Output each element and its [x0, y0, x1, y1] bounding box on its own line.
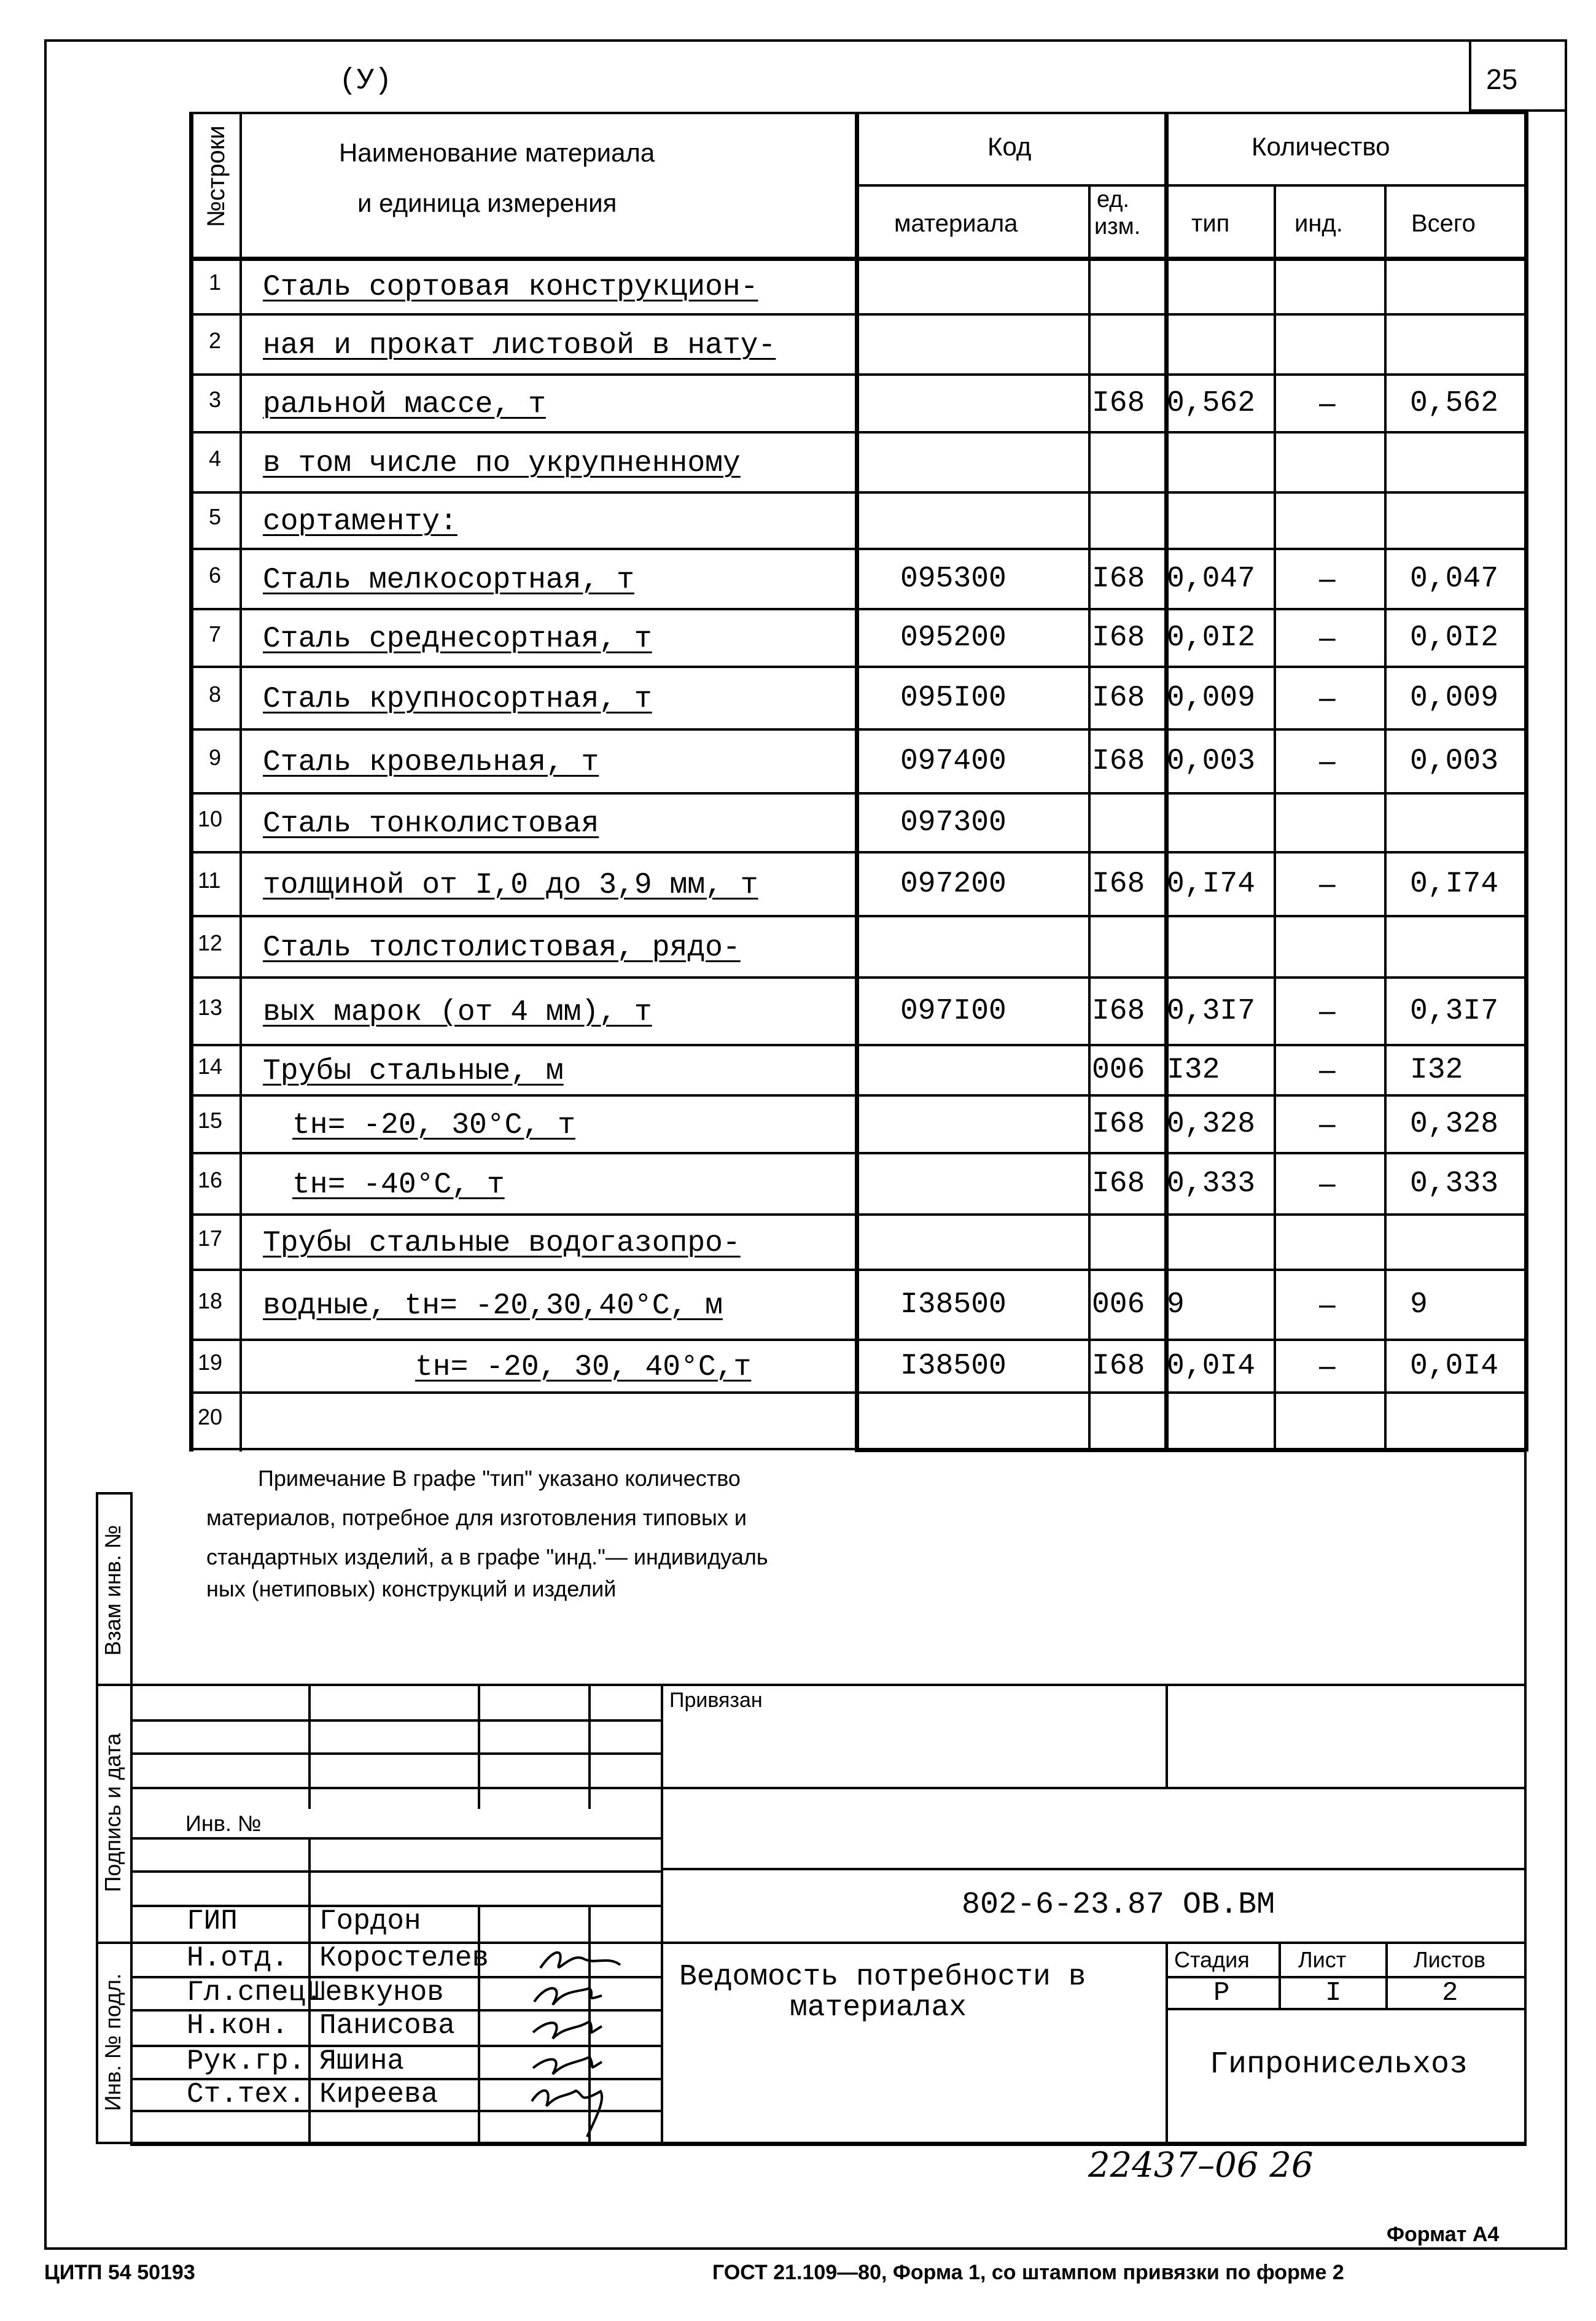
type-header: тип	[1191, 210, 1230, 237]
type-quantity: 0,003	[1167, 745, 1256, 778]
material-name: ная и прокат листовой в нату-	[263, 329, 776, 362]
sheets-label: Листов	[1414, 1947, 1485, 1972]
grid-h-2	[130, 1752, 661, 1755]
material-code: I38500	[900, 1288, 1006, 1321]
material-code: 097200	[900, 868, 1006, 901]
material-name: Сталь мелкосортная, т	[263, 564, 634, 597]
material-name: Трубы стальные водогазопро-	[263, 1227, 741, 1260]
signer-role: Рук.гр.	[187, 2045, 306, 2077]
type-quantity: 0,3I7	[1167, 995, 1256, 1028]
grid-v-2a	[478, 1684, 480, 1809]
row-separator	[189, 491, 1527, 494]
table-bottom-line	[855, 1448, 1527, 1452]
row-separator	[189, 1391, 1527, 1394]
type-quantity: 0,I74	[1167, 868, 1256, 901]
row-separator	[189, 1044, 1527, 1046]
format-label: Формат А4	[1387, 2223, 1500, 2246]
organization-name: Гипронисельхоз	[1210, 2047, 1468, 2082]
row-separator	[189, 851, 1527, 853]
material-name: tн= -40°С, т	[292, 1168, 505, 1202]
row-separator	[189, 373, 1527, 376]
material-code-header: материала	[894, 210, 1018, 237]
row-number: 13	[198, 995, 223, 1020]
unit-code: I68	[1092, 387, 1145, 420]
row-separator	[189, 608, 1527, 610]
row-number: 15	[198, 1108, 223, 1133]
material-code: 095200	[900, 621, 1006, 655]
material-code: 097I00	[900, 995, 1006, 1028]
total-quantity: 0,328	[1410, 1108, 1499, 1141]
row-number: 20	[198, 1404, 223, 1429]
row-number: 11	[198, 868, 221, 893]
material-name: Трубы стальные, м	[263, 1055, 564, 1088]
signer-role: Гл.спец.	[187, 1977, 322, 2008]
signatures-image	[528, 1940, 626, 2149]
ind-quantity: –	[1319, 562, 1336, 595]
ind-quantity: –	[1319, 682, 1336, 714]
total-quantity: 0,I74	[1410, 868, 1499, 901]
row-separator	[189, 728, 1527, 731]
material-name: толщиной от I,0 до 3,9 мм, т	[263, 869, 758, 902]
name-header-1: Наименование материала	[339, 138, 655, 167]
side-label-inv-podl: Инв. № подл.	[100, 1973, 125, 2112]
stamp-top-line	[130, 1684, 1527, 1686]
row-separator	[189, 1339, 1527, 1341]
footer-left: ЦИТП 54 50193	[44, 2261, 195, 2284]
row-separator	[189, 915, 1527, 917]
signature-3	[533, 2021, 602, 2039]
unit-code: I68	[1092, 682, 1145, 715]
row-number: 6	[209, 562, 222, 588]
material-name: Сталь крупносортная, т	[263, 683, 652, 716]
signer-role: Н.отд.	[187, 1942, 289, 1974]
total-quantity: 0,333	[1410, 1167, 1499, 1200]
document-designation: 802-6-23.87 ОВ.ВМ	[962, 1888, 1275, 1923]
total-quantity: 0,047	[1410, 562, 1499, 596]
row-separator	[189, 1213, 1527, 1216]
total-quantity: 9	[1410, 1288, 1428, 1321]
grid-v-3a	[588, 1684, 591, 1809]
header-mid-line	[856, 184, 1527, 187]
type-quantity: 0,328	[1167, 1108, 1256, 1141]
row-number: 18	[198, 1288, 223, 1313]
ind-quantity: –	[1319, 995, 1336, 1027]
signer-name: Шевкунов	[308, 1977, 444, 2008]
row-number: 14	[198, 1054, 223, 1079]
total-quantity: 0,0I2	[1410, 621, 1499, 655]
stage-label: Стадия	[1174, 1947, 1250, 1972]
total-quantity: 0,0I4	[1410, 1350, 1499, 1383]
type-quantity: 9	[1167, 1288, 1185, 1321]
row-number: 8	[209, 682, 222, 707]
signer-name: Панисова	[319, 2010, 455, 2042]
page-number: 25	[1486, 63, 1518, 95]
footer-right: ГОСТ 21.109—80, Форма 1, со штампом привязки по форме 2	[712, 2261, 1344, 2284]
material-code: 095I00	[900, 682, 1006, 715]
sheet-sheets-divider	[1385, 1942, 1388, 2008]
privyazan-divider	[1166, 1684, 1168, 1787]
material-name: Сталь сортовая конструкцион-	[263, 271, 758, 304]
material-name: Сталь среднесортная, т	[263, 623, 652, 656]
sheet-value: I	[1325, 1978, 1342, 2008]
grid-v-2b	[478, 1905, 480, 2144]
grid-h-1	[130, 1719, 661, 1722]
type-quantity: I32	[1167, 1054, 1220, 1087]
row-number: 17	[198, 1226, 223, 1251]
stamp-right-line	[1524, 1448, 1527, 2144]
material-name: Сталь толстолистовая, рядо-	[263, 931, 741, 965]
ind-quantity: –	[1319, 621, 1336, 654]
grid-h-designation-top	[661, 1868, 1527, 1870]
type-quantity: 0,047	[1167, 562, 1256, 596]
row-separator	[189, 666, 1527, 668]
type-quantity: 0,0I2	[1167, 621, 1256, 655]
grid-h-3	[130, 1787, 1527, 1789]
total-quantity: 0,003	[1410, 745, 1499, 778]
unit-code: I68	[1092, 1350, 1145, 1383]
material-name: сортаменту:	[263, 505, 457, 538]
note-line-3: стандартных изделий, а в графе "инд."— индивидуаль	[206, 1544, 768, 1569]
material-name: вых марок (от 4 мм), т	[263, 996, 652, 1029]
row-separator	[189, 792, 1527, 795]
row-number: 1	[209, 270, 222, 295]
total-header: Всего	[1411, 210, 1476, 237]
unit-code: I68	[1092, 621, 1145, 655]
material-name: tн= -20, 30, 40°С,т	[415, 1351, 752, 1384]
material-code: 097400	[900, 745, 1006, 778]
grid-h-5	[130, 1870, 661, 1873]
signer-name: Яшина	[319, 2045, 405, 2077]
row-separator	[189, 548, 1527, 550]
row-separator	[189, 1094, 1527, 1097]
quantity-header: Количество	[1251, 132, 1390, 161]
grid-h-4	[130, 1837, 661, 1840]
code-header: Код	[987, 132, 1032, 161]
row-number-header: №строки	[203, 125, 230, 227]
sheets-value: 2	[1442, 1978, 1458, 2008]
type-quantity: 0,009	[1167, 682, 1256, 715]
signer-name: Киреева	[319, 2078, 438, 2110]
material-code: I38500	[900, 1350, 1006, 1383]
signature-5	[532, 2091, 602, 2137]
stage-sheet-divider	[1279, 1942, 1281, 2008]
material-name: Сталь тонколистовая	[263, 807, 599, 841]
material-name: водные, tн= -20,30,40°С, м	[263, 1289, 723, 1323]
signature-1	[540, 1953, 620, 1968]
name-header-2: и единица измерения	[357, 189, 617, 217]
material-name: ральной массе, т	[263, 388, 546, 421]
unit-code: 006	[1092, 1288, 1145, 1321]
row-number: 7	[209, 621, 222, 647]
ind-quantity: –	[1319, 868, 1336, 900]
row-number: 4	[209, 446, 222, 471]
ind-quantity: –	[1319, 1054, 1336, 1086]
side-label-vzam: Взам инв. №	[100, 1525, 125, 1656]
unit-code: I68	[1092, 745, 1145, 778]
stage-left-line	[1166, 1942, 1168, 2142]
row-number: 12	[198, 930, 223, 955]
row-separator	[189, 313, 1527, 316]
signer-name: Гордон	[319, 1905, 421, 1937]
sheet-label: Лист	[1298, 1947, 1347, 1972]
signature-2	[534, 1988, 602, 2005]
grid-v-main	[661, 1684, 663, 2144]
type-quantity: 0,333	[1167, 1167, 1256, 1200]
row-separator	[189, 976, 1527, 979]
total-quantity: 0,562	[1410, 387, 1499, 420]
unit-header-2: изм.	[1094, 214, 1141, 239]
material-code: 095300	[900, 562, 1006, 596]
row-number: 5	[209, 504, 222, 529]
unit-code: I68	[1092, 995, 1145, 1028]
grid-v-1a	[308, 1684, 311, 1809]
note-line-2: материалов, потребное для изготовления типовых и	[206, 1505, 747, 1530]
stage-value: Р	[1213, 1978, 1230, 2008]
row-number: 2	[209, 328, 222, 353]
row-number: 16	[198, 1167, 223, 1192]
document-title-2: материалах	[790, 1991, 967, 2024]
type-quantity: 0,562	[1167, 387, 1256, 420]
type-quantity: 0,0I4	[1167, 1350, 1256, 1383]
signer-role: Н.кон.	[187, 2010, 289, 2042]
unit-code: I68	[1092, 1167, 1145, 1200]
stamp-bottom-line	[130, 2142, 1527, 2146]
row-separator	[189, 1448, 857, 1450]
unit-code: 006	[1092, 1054, 1145, 1087]
row-separator	[189, 431, 1527, 433]
note-line-4: ных (нетиповых) конструкций и изделий	[206, 1576, 617, 1601]
ind-header: инд.	[1294, 210, 1343, 237]
signer-role: ГИП	[187, 1905, 238, 1937]
total-quantity: I32	[1410, 1054, 1463, 1087]
unit-code: I68	[1092, 868, 1145, 901]
unit-header-1: ед.	[1097, 187, 1130, 212]
ind-quantity: –	[1319, 1167, 1336, 1200]
total-quantity: 0,009	[1410, 682, 1499, 715]
total-quantity: 0,3I7	[1410, 995, 1499, 1028]
unit-code: I68	[1092, 562, 1145, 596]
side-label-podpis: Подпись и дата	[100, 1733, 125, 1892]
material-name: в том числе по укрупненному	[263, 447, 741, 480]
signature-4	[533, 2057, 602, 2074]
handwritten-archive-number: 22437–06 26	[1088, 2145, 1314, 2185]
row-separator	[189, 1269, 1527, 1271]
row-number: 9	[209, 745, 222, 770]
note-line-1: Примечание В графе "тип" указано количество	[258, 1466, 741, 1491]
material-name: tн= -20, 30°С, т	[292, 1109, 575, 1142]
code-mark: (У)	[339, 64, 392, 98]
row-number: 10	[198, 806, 223, 831]
unit-code: I68	[1092, 1108, 1145, 1141]
privyazan-label: Привязан	[669, 1689, 763, 1712]
material-code: 097300	[900, 806, 1006, 839]
ind-quantity: –	[1319, 745, 1336, 777]
row-number: 19	[198, 1350, 223, 1375]
row-separator	[189, 1152, 1527, 1154]
row-number: 3	[209, 387, 222, 412]
document-title-1: Ведомость потребности в	[679, 1961, 1086, 1994]
ind-quantity: –	[1319, 1288, 1336, 1321]
page-number-divider	[1469, 39, 1471, 112]
page-frame	[44, 39, 1567, 2250]
ind-quantity: –	[1319, 1350, 1336, 1382]
signer-name: Коростелев	[319, 1942, 489, 1974]
ind-quantity: –	[1319, 1108, 1336, 1140]
ind-quantity: –	[1319, 387, 1336, 419]
material-name: Сталь кровельная, т	[263, 746, 599, 779]
signer-role: Ст.тех.	[187, 2078, 306, 2110]
inv-number-label: Инв. №	[185, 1811, 262, 1836]
